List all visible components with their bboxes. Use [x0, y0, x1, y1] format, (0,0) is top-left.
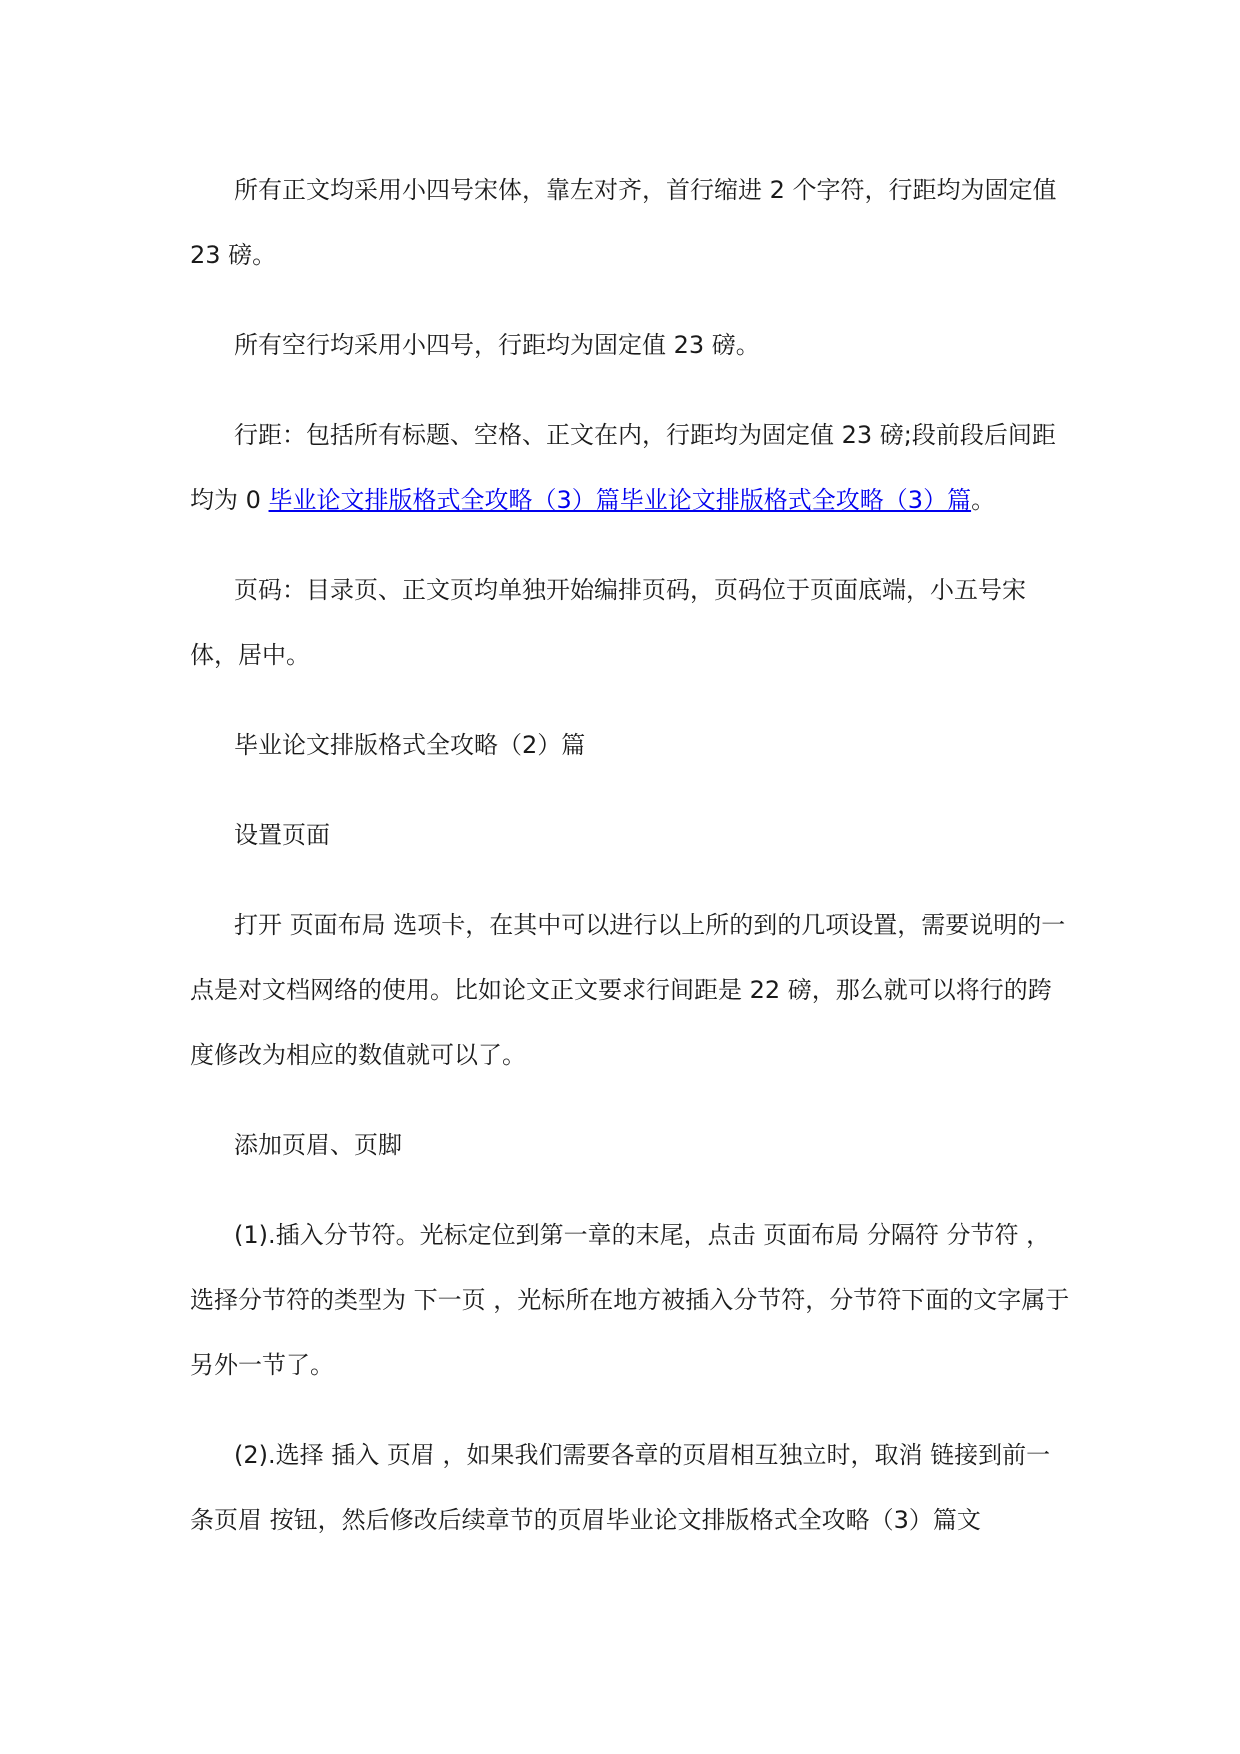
line-spacing-end: 。	[971, 486, 996, 514]
paragraph-insert-header: (2).选择 插入 页眉 ，如果我们需要各章的页眉相互独立时，取消 链接到前一条页眉 按钮，然后修改后续章节的页眉毕业论文排版格式全攻略（3）篇文	[190, 1441, 1051, 1534]
section-heading-header-footer: 添加页眉、页脚	[234, 1131, 402, 1159]
line-spacing-text: 行距：包括所有标题、空格、正文在内，行距均为固定值 23 磅;段前段后间距均为 0	[190, 421, 1056, 514]
paragraph-section-break: (1).插入分节符。光标定位到第一章的末尾，点击 页面布局 分隔符 分节符 ，选择分节符的类型为 下一页 ，光标所在地方被插入分节符，分节符下面的文字属于另外一节了。	[190, 1221, 1070, 1379]
paragraph-page-layout: 打开 页面布局 选项卡，在其中可以进行以上所的到的几项设置，需要说明的一点是对文档网络的使用。比如论文正文要求行间距是 22 磅，那么就可以将行的跨度修改为相应的数值就可以了。	[190, 911, 1066, 1069]
paragraph-page-number: 页码：目录页、正文页均单独开始编排页码，页码位于页面底端，小五号宋体，居中。	[190, 576, 1026, 669]
paragraph-blank-lines: 所有空行均采用小四号，行距均为固定值 23 磅。	[234, 331, 760, 359]
section-heading-page-setup: 设置页面	[234, 821, 330, 849]
section-heading-part2: 毕业论文排版格式全攻略（2）篇	[234, 731, 586, 759]
document-body	[190, 158, 1070, 1578]
paragraph-body-font: 所有正文均采用小四号宋体，靠左对齐，首行缩进 2 个字符，行距均为固定值 23 磅。	[190, 176, 1057, 269]
article-link[interactable]: 毕业论文排版格式全攻略（3）篇毕业论文排版格式全攻略（3）篇	[268, 486, 972, 514]
paragraph-line-spacing	[190, 403, 1070, 533]
